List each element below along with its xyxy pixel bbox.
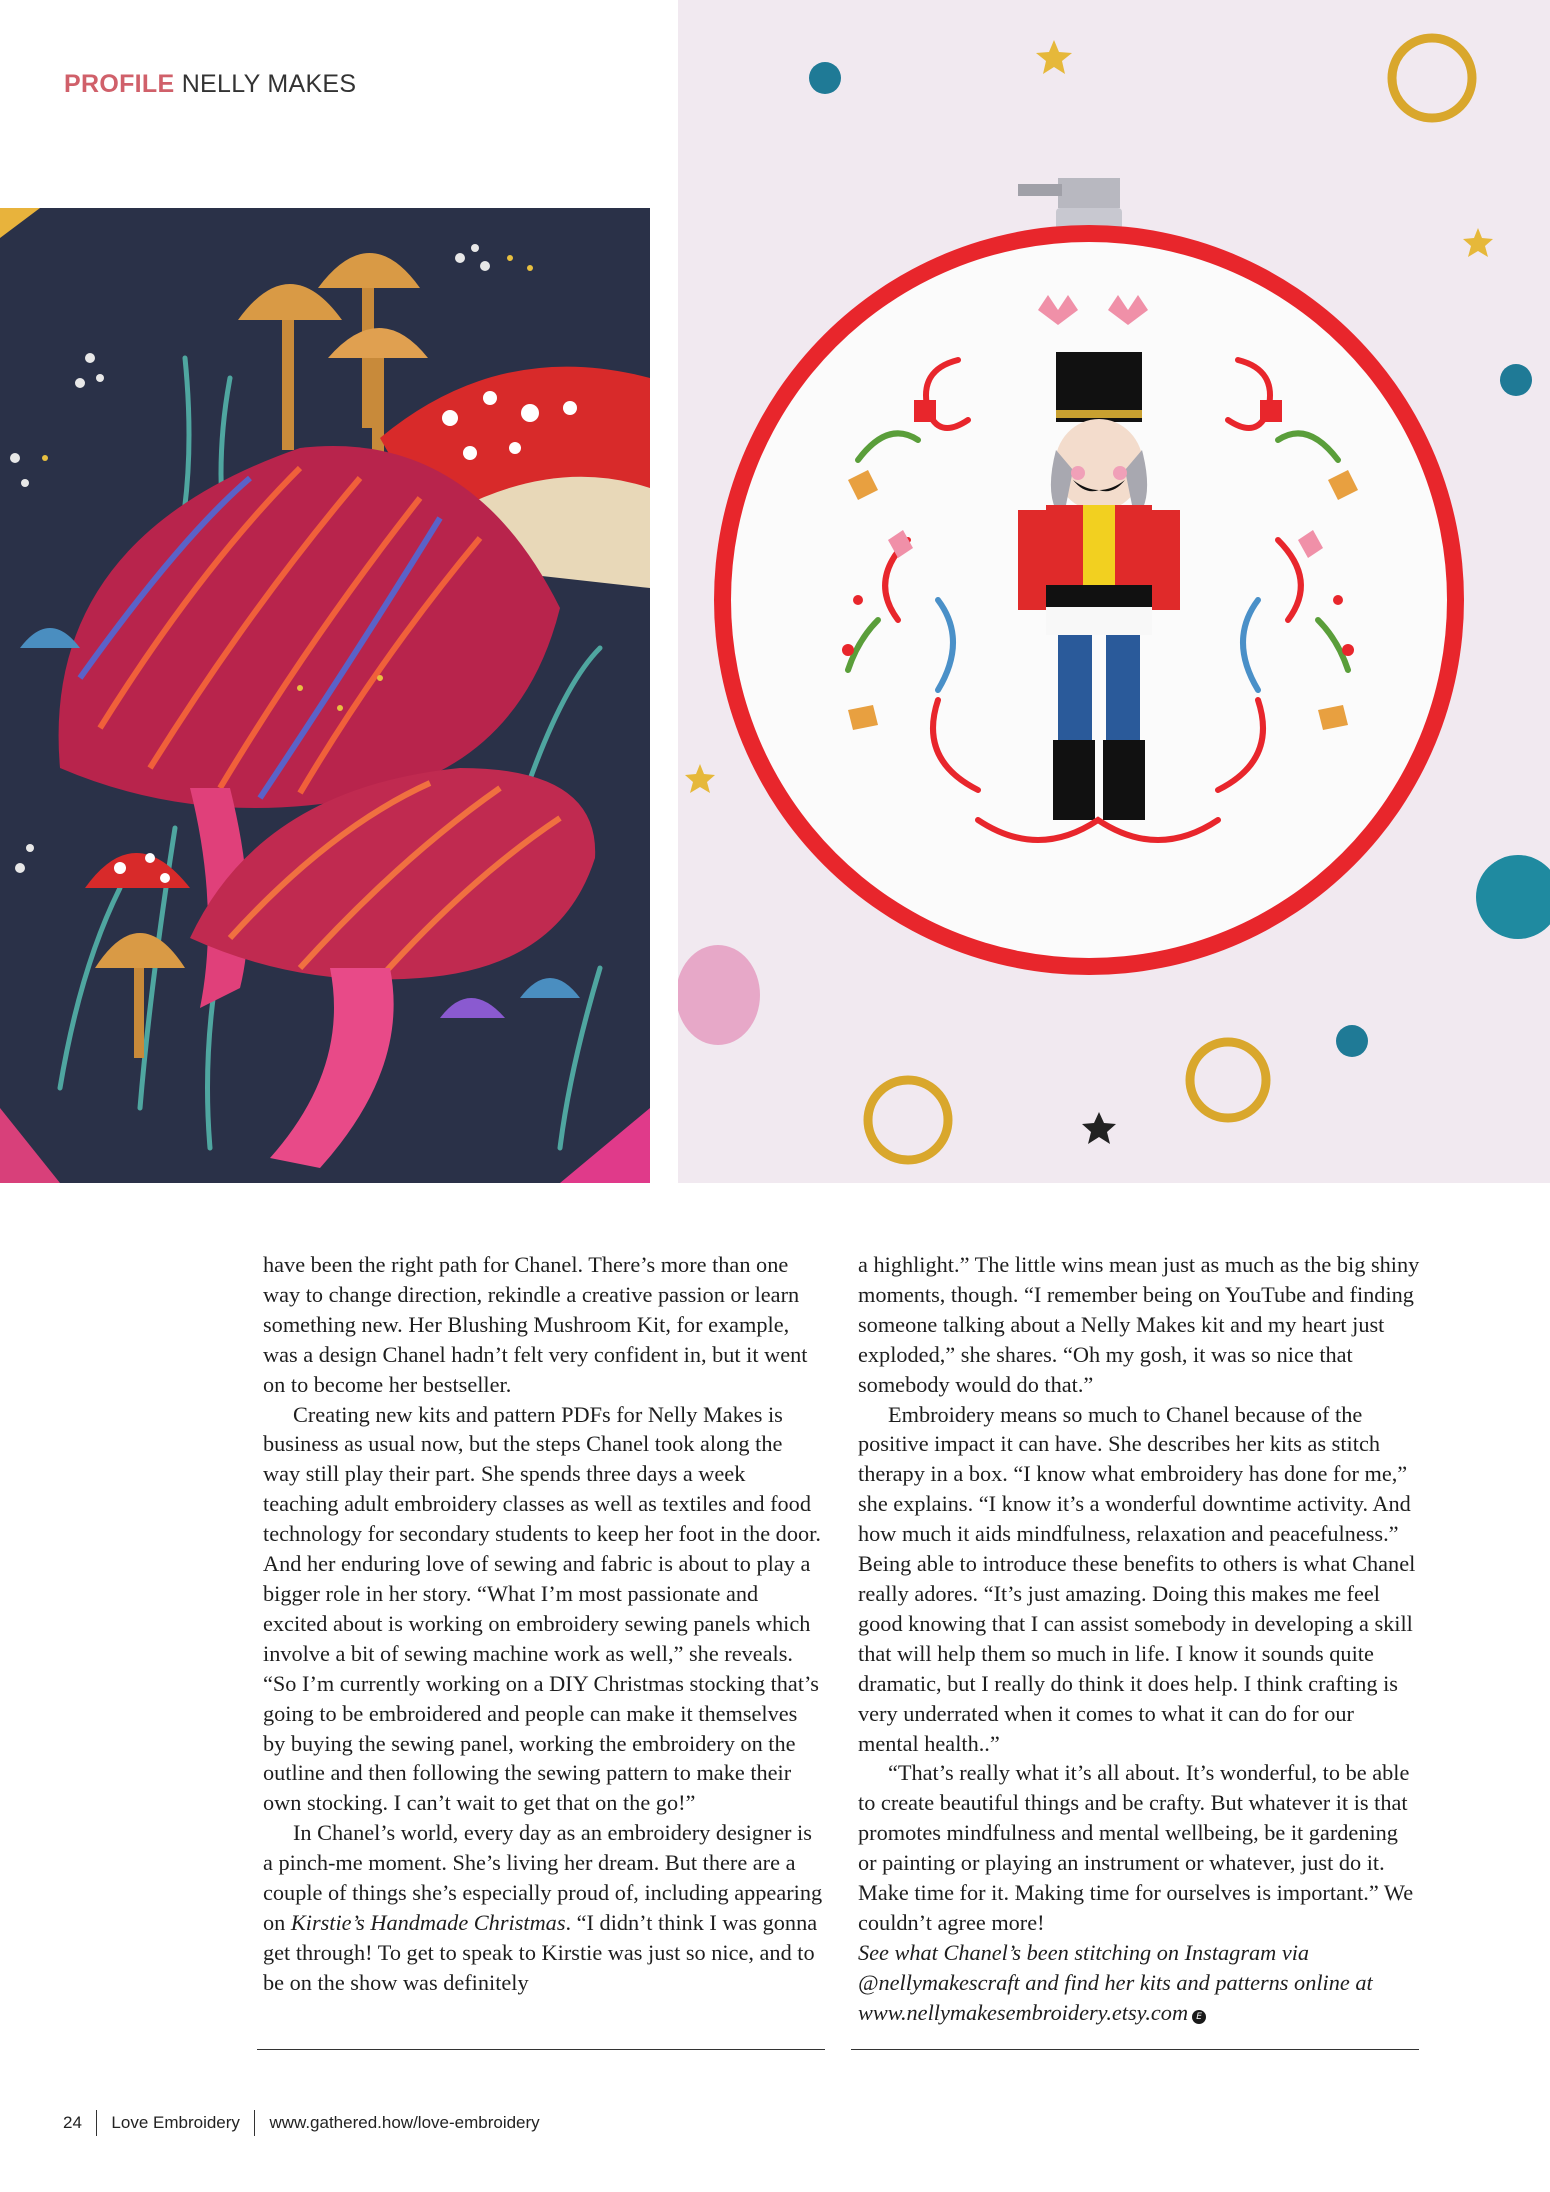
end-mark-icon: E bbox=[1192, 2010, 1206, 2024]
footer-url: www.gathered.how/love-embroidery bbox=[269, 2113, 540, 2132]
section-name: NELLY MAKES bbox=[181, 70, 357, 98]
tv-show-title: Kirstie’s Handmade Christmas bbox=[290, 1909, 566, 1935]
page-number: 24 bbox=[63, 2113, 82, 2132]
article-credit bbox=[858, 1938, 1420, 2028]
article-column-left bbox=[263, 1250, 825, 1998]
article-paragraph: Embroidery means so much to Chanel because of the positive impact it can have. She describes her kits as stitch therapy in a box. “I know what embroidery has done for me,” she explains. “I know it’s a wonderful downtime activity. And how much it aids mindfulness, relaxation and peacefulness.” Being able to introduce these benefits to others is what Chanel really adores. “It’s just amazing. Doing this makes me feel good knowing that I can assist somebody in developing a skill that will help them so much in life. I know it sounds quite dramatic, but I really do think it does help. I think crafting is very underrated when it comes to what it can do for our mental health..” bbox=[858, 1401, 1416, 1756]
section-label bbox=[64, 70, 356, 99]
footer-divider bbox=[254, 2110, 256, 2136]
paragraph-text: . “I didn’t think I was gonna get through! To get to speak to Kirstie was just so nice, and to be on the show was definitely bbox=[263, 1909, 818, 1995]
nutcracker-embroidery-illustration bbox=[678, 0, 1550, 1183]
nutcracker-embroidery-photo bbox=[678, 0, 1550, 1183]
article-paragraph: have been the right path for Chanel. There’s more than one way to change direction, rekindle a creative passion or learn something new. Her Blushing Mushroom Kit, for example, was a design Chanel hadn’t felt very confident in, but it went on to become her bestseller. bbox=[263, 1252, 808, 1397]
column-rule-right bbox=[851, 2049, 1419, 2050]
section-keyword: PROFILE bbox=[64, 70, 175, 98]
article-paragraph bbox=[263, 1818, 825, 1997]
footer-divider bbox=[96, 2110, 98, 2136]
article-paragraph: a highlight.” The little wins mean just as much as the big shiny moments, though. “I remember being on YouTube and finding someone talking about a Nelly Makes kit and my heart just exploded,” she shares. “Oh my gosh, it was so nice that somebody would do that.” bbox=[858, 1252, 1420, 1397]
page-footer bbox=[63, 2110, 540, 2136]
article-column-right bbox=[858, 1250, 1420, 2028]
mushroom-embroidery-photo bbox=[0, 208, 650, 1183]
article-paragraph: Creating new kits and pattern PDFs for Nelly Makes is business as usual now, but the steps Chanel took along the way still play their part. She spends three days a week teaching adult embroidery classes as well as textiles and food technology for secondary students to keep her foot in the door. And her enduring love of sewing and fabric is about to play a bigger role in her story. “What I’m most passionate and excited about is working on embroidery sewing panels which involve a bit of sewing machine work as well,” she reveals. “So I’m currently working on a DIY Christmas stocking that’s going to be embroidered and people can make it themselves by buying the sewing panel, working the embroidery on the outline and then following the sewing pattern to make their own stocking. I can’t wait to get that on the go!” bbox=[263, 1401, 821, 1816]
credit-text: See what Chanel’s been stitching on Instagram via @nellymakescraft and find her kits and patterns online at www.nellymakesembroidery.etsy.com bbox=[858, 1939, 1373, 2025]
article-paragraph: “That’s really what it’s all about. It’s wonderful, to be able to create beautiful things and be crafty. But whatever it is that promotes mindfulness and mental wellbeing, be it gardening or painting or playing an instrument or whatever, just do it. Make time for it. Making time for ourselves is important.” We couldn’t agree more! bbox=[858, 1760, 1414, 1935]
paragraph-text: In Chanel’s world, every day as an embroidery designer is a pinch-me moment. She’s living her dream. But there are a couple of things she’s especially proud of, including appearing on bbox=[263, 1820, 823, 1935]
mushroom-embroidery-illustration bbox=[0, 208, 650, 1183]
magazine-name: Love Embroidery bbox=[111, 2113, 240, 2132]
column-rule-left bbox=[257, 2049, 825, 2050]
